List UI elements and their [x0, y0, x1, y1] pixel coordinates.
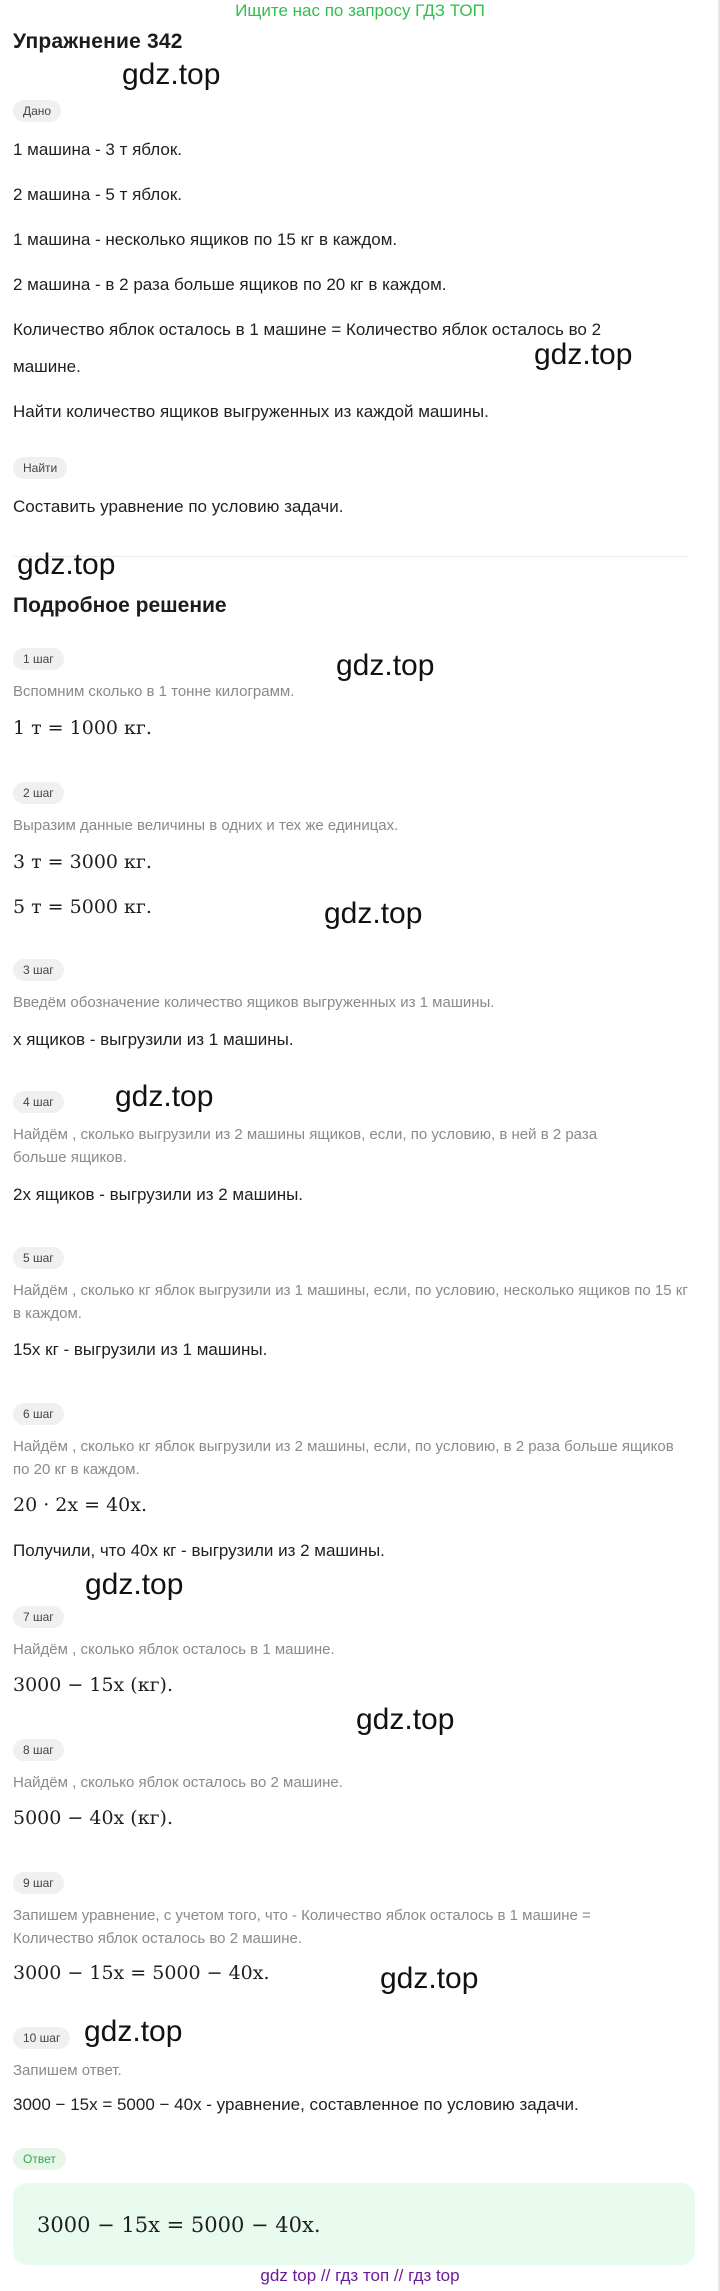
step-math: 5000 − 40x (кг). — [13, 1807, 173, 1829]
step-chip: 4 шаг — [13, 1091, 64, 1113]
step-desc: Запишем уравнение, с учетом того, что - Количество яблок осталось в 1 машине = Количество яблок осталось во 2 машине. — [13, 1907, 591, 1947]
watermark: gdz.top — [115, 1080, 214, 1113]
step-math: 5 т = 5000 кг. — [13, 896, 152, 918]
given-line: 1 машина - 3 т яблок. — [13, 140, 182, 159]
step-line: 2x ящиков - выгрузили из 2 машины. — [13, 1185, 304, 1204]
step-desc: Найдём , сколько кг яблок выгрузили из 1 машины, если, по условию, несколько ящиков по 15 кг в каждом. — [13, 1282, 688, 1322]
step-chip: 3 шаг — [13, 959, 64, 981]
step-chip: 6 шаг — [13, 1403, 64, 1425]
watermark: gdz.top — [85, 1568, 184, 1601]
watermark: gdz.top — [336, 649, 435, 682]
step-chip: 5 шаг — [13, 1247, 64, 1269]
answer-box — [13, 2183, 695, 2265]
step-chip: 10 шаг — [13, 2027, 70, 2049]
step-desc: Выразим данные величины в одних и тех же единицах. — [13, 817, 399, 834]
step-chip: 8 шаг — [13, 1739, 64, 1761]
watermark: gdz.top — [122, 58, 221, 91]
given-line: 2 машина - 5 т яблок. — [13, 185, 182, 204]
answer-chip: Ответ — [13, 2148, 66, 2170]
given-line: машине. — [13, 357, 81, 376]
step-line: 15x кг - выгрузили из 1 машины. — [13, 1340, 268, 1359]
step-desc: Найдём , сколько яблок осталось во 2 машине. — [13, 1774, 343, 1791]
step-math: 20 · 2x = 40x. — [13, 1494, 148, 1516]
given-line: 1 машина - несколько ящиков по 15 кг в каждом. — [13, 230, 398, 249]
watermark: gdz.top — [380, 1962, 479, 1995]
watermark: gdz.top — [84, 2015, 183, 2048]
find-chip: Найти — [13, 457, 67, 479]
watermark: gdz.top — [17, 548, 116, 581]
step-desc: Найдём , сколько выгрузили из 2 машины ящиков, если, по условию, в ней в 2 раза больше ящиков. — [13, 1126, 598, 1166]
search-banner[interactable]: Ищите нас по запросу ГДЗ ТОП — [235, 1, 485, 20]
exercise-title: Упражнение 342 — [13, 30, 183, 53]
watermark: gdz.top — [534, 338, 633, 371]
step-desc: Найдём , сколько яблок осталось в 1 машине. — [13, 1641, 335, 1658]
given-chip: Дано — [13, 100, 61, 122]
step-line: Получили, что 40x кг - выгрузили из 2 машины. — [13, 1541, 385, 1560]
step-desc: Вспомним сколько в 1 тонне килограмм. — [13, 683, 295, 700]
step-math: 3 т = 3000 кг. — [13, 851, 152, 873]
given-line: Количество яблок осталось в 1 машине = Количество яблок осталось во 2 — [13, 320, 602, 339]
watermark: gdz.top — [356, 1703, 455, 1736]
footer-links[interactable]: gdz top // гдз топ // гдз top — [260, 2266, 460, 2285]
step-desc: Найдём , сколько кг яблок выгрузили из 2 машины, если, по условию, в 2 раза больше ящиков по 20 кг в каждом. — [13, 1438, 674, 1478]
step-desc: Запишем ответ. — [13, 2062, 122, 2079]
given-line: 2 машина - в 2 раза больше ящиков по 20 кг в каждом. — [13, 275, 447, 294]
step-desc: Введём обозначение количество ящиков выгруженных из 1 машины. — [13, 994, 495, 1011]
step-math: 1 т = 1000 кг. — [13, 717, 152, 739]
step-line: 3000 − 15x = 5000 − 40x - уравнение, составленное по условию задачи. — [13, 2095, 579, 2114]
step-chip: 1 шаг — [13, 648, 64, 670]
step-chip: 9 шаг — [13, 1872, 64, 1894]
watermark: gdz.top — [324, 897, 423, 930]
given-line: Найти количество ящиков выгруженных из каждой машины. — [13, 402, 489, 421]
step-math: 3000 − 15x = 5000 − 40x. — [13, 1962, 270, 1984]
solution-title: Подробное решение — [13, 594, 227, 617]
step-chip: 2 шаг — [13, 782, 64, 804]
step-chip: 7 шаг — [13, 1606, 64, 1628]
answer-math: 3000 − 15x = 5000 − 40x. — [37, 2213, 321, 2237]
step-math: 3000 − 15x (кг). — [13, 1674, 173, 1696]
step-line: x ящиков - выгрузили из 1 машины. — [13, 1030, 294, 1049]
find-text: Составить уравнение по условию задачи. — [13, 497, 344, 516]
